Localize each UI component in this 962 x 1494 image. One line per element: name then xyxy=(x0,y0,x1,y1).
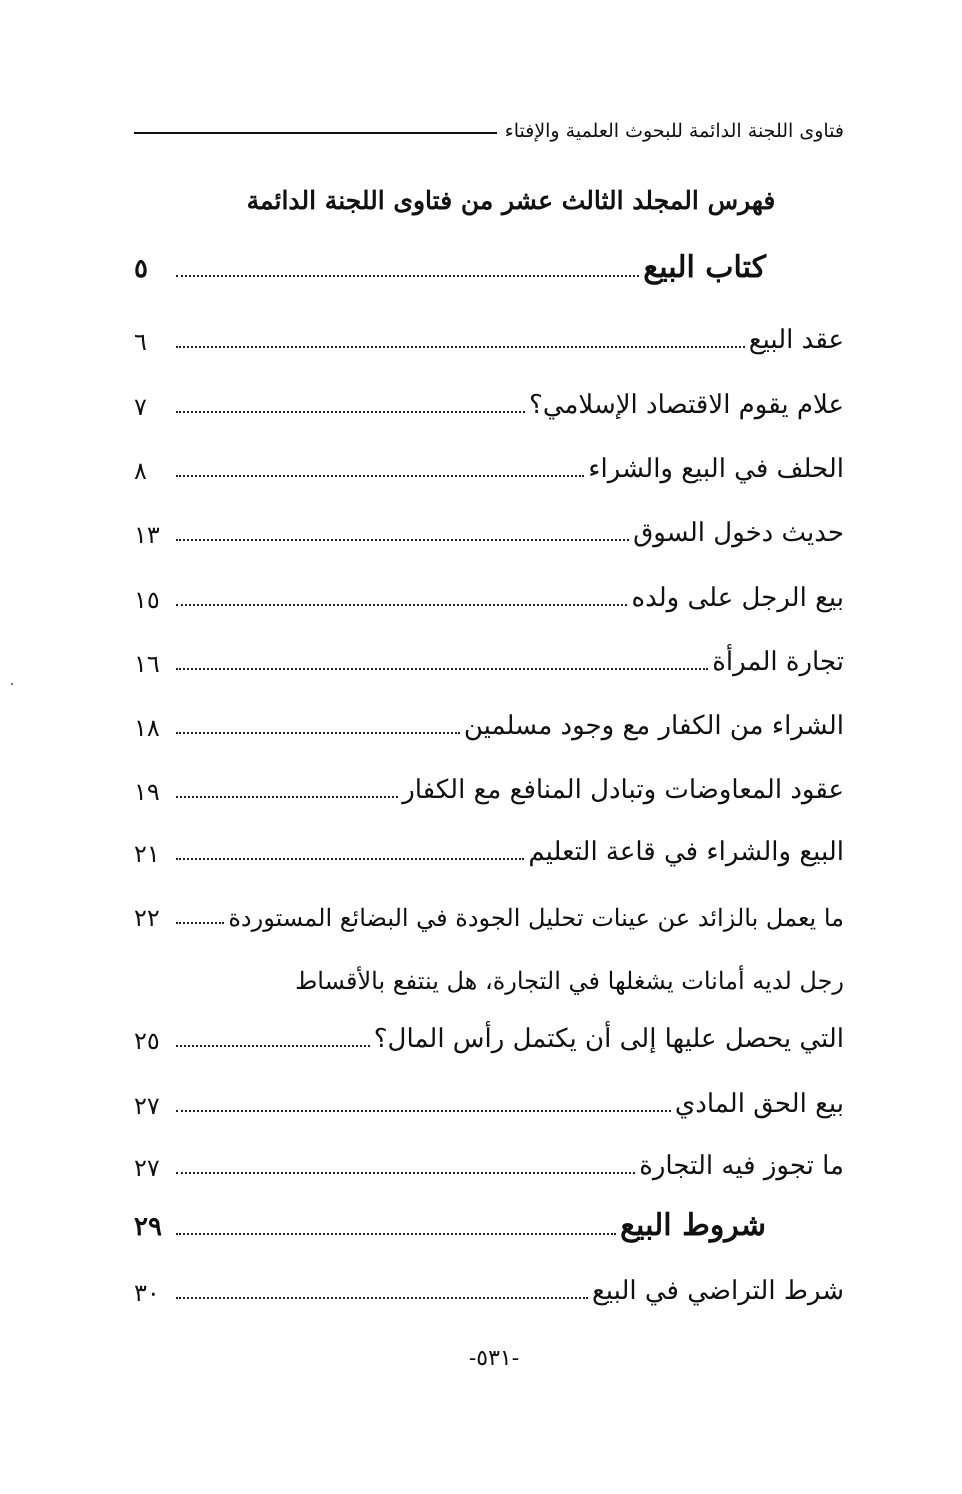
toc-entry xyxy=(134,504,844,548)
toc-entry xyxy=(134,633,844,677)
toc-page-number: ٣٠ xyxy=(134,1278,160,1307)
toc-page-number: ١٨ xyxy=(134,713,160,742)
toc-page-number: ١٦ xyxy=(134,649,160,678)
toc-entry-continued xyxy=(134,950,844,994)
toc-entry xyxy=(134,1010,844,1054)
toc-entry xyxy=(134,440,844,484)
toc-entry-text: شرط التراضي في البيع xyxy=(591,1276,844,1307)
toc-entry-text: كتاب البيع xyxy=(643,250,766,285)
dot-leader xyxy=(176,1172,635,1174)
toc-entry-text: الحلف في البيع والشراء xyxy=(588,454,844,485)
dot-leader xyxy=(176,411,525,413)
toc-page-number: ٢٧ xyxy=(134,1153,160,1182)
toc-entry-text: البيع والشراء في قاعة التعليم xyxy=(528,837,844,868)
toc-entry xyxy=(134,823,844,867)
toc-entry-text: بيع الرجل على ولده xyxy=(631,583,844,614)
toc-entry-text: ما تجوز فيه التجارة xyxy=(639,1151,844,1182)
toc-entry-text: رجل لديه أمانات يشغلها في التجارة، هل ينتفع بالأقساط xyxy=(295,966,844,995)
dot-leader xyxy=(176,346,745,348)
toc-entry xyxy=(134,761,844,805)
dot-leader xyxy=(176,1045,370,1047)
dot-leader xyxy=(176,475,584,477)
toc-page-number: ٢٧ xyxy=(134,1091,160,1120)
page-number-footer: -٥٣١- xyxy=(468,1346,520,1371)
toc-page-number: ٢١ xyxy=(134,839,160,868)
toc-entry xyxy=(134,1075,844,1119)
toc-heading xyxy=(134,1198,844,1242)
toc-page-number: ١٥ xyxy=(134,585,160,614)
toc-page-number: ١٣ xyxy=(134,520,160,549)
toc-entry-text: حديث دخول السوق xyxy=(633,518,844,549)
toc-entry-text: الشراء من الكفار مع وجود مسلمين xyxy=(463,711,844,742)
toc-entry-text: عقد البيع xyxy=(748,325,844,356)
toc-entry-text: تجارة المرأة xyxy=(712,647,844,678)
dot-leader xyxy=(176,1110,671,1112)
dot-leader xyxy=(176,1297,588,1299)
toc-page-number: ٢٩ xyxy=(134,1212,162,1243)
dot-leader xyxy=(176,275,639,277)
running-header xyxy=(134,114,844,148)
toc-page-number: ١٩ xyxy=(134,777,160,806)
scan-speck xyxy=(11,683,13,685)
toc-entry xyxy=(134,376,844,420)
toc-entry xyxy=(134,569,844,613)
dot-leader xyxy=(176,732,460,734)
toc-page-number: ٢٢ xyxy=(134,903,160,932)
toc-page-number: ٨ xyxy=(134,456,147,485)
toc-entry-text: بيع الحق المادي xyxy=(674,1089,844,1120)
toc-page-number: ٥ xyxy=(134,254,148,285)
dot-leader xyxy=(176,604,627,606)
dot-leader xyxy=(176,858,524,860)
toc-page-number: ٢٥ xyxy=(134,1026,160,1055)
toc-entry-text: التي يحصل عليها إلى أن يكتمل رأس المال؟ xyxy=(373,1024,844,1055)
toc-entry xyxy=(134,1262,844,1306)
dot-leader xyxy=(176,922,224,924)
dot-leader xyxy=(176,539,629,541)
toc-entry xyxy=(134,1137,844,1181)
running-header-title: فتاوى اللجنة الدائمة للبحوث العلمية والإفتاء xyxy=(504,119,844,142)
toc-entry-text: شروط البيع xyxy=(620,1208,766,1243)
toc-entry-text: علام يقوم الاقتصاد الإسلامي؟ xyxy=(529,390,844,421)
dot-leader xyxy=(176,1233,616,1235)
dot-leader xyxy=(176,668,708,670)
toc-entry-text: ما يعمل بالزائد عن عينات تحليل الجودة في البضائع المستوردة xyxy=(228,903,844,932)
toc-entry xyxy=(134,697,844,741)
index-title: فهرس المجلد الثالث عشر من فتاوى اللجنة الدائمة xyxy=(246,186,776,215)
header-rule xyxy=(134,132,497,134)
toc-entry-text: عقود المعاوضات وتبادل المنافع مع الكفار xyxy=(402,775,844,806)
toc-heading xyxy=(134,240,844,284)
toc-entry xyxy=(134,887,844,931)
toc-page-number: ٦ xyxy=(134,327,147,356)
toc-page-number: ٧ xyxy=(134,392,147,421)
dot-leader xyxy=(176,796,398,798)
toc-entry xyxy=(134,311,844,355)
